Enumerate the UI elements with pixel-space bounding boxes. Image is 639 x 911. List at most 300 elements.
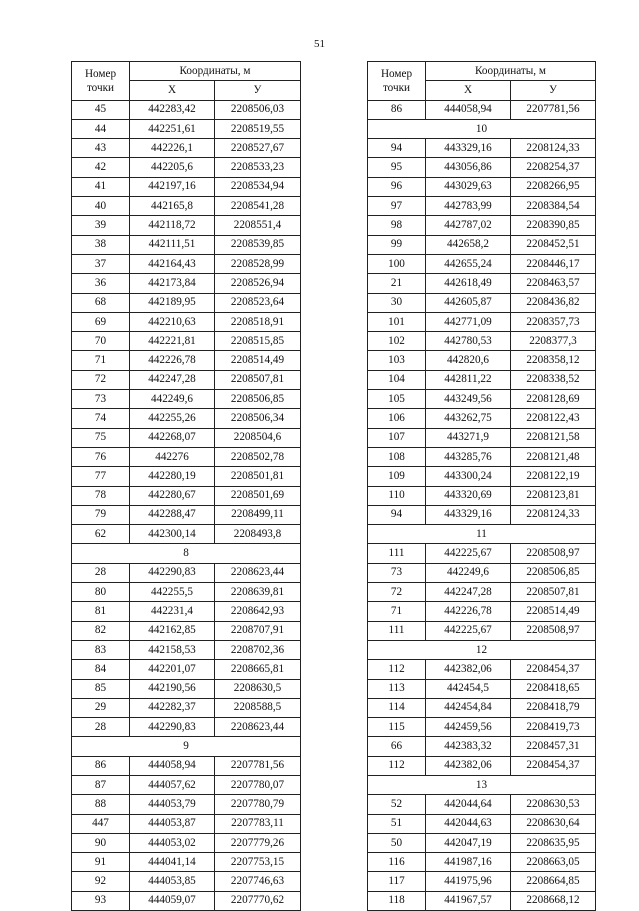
y-coordinate-cell: 2208551,4 xyxy=(215,216,301,235)
x-coordinate-cell: 442247,28 xyxy=(426,583,511,602)
y-coordinate-cell: 2208630,5 xyxy=(215,679,301,698)
section-row xyxy=(368,640,596,659)
table-row xyxy=(368,737,596,756)
x-coordinate-cell: 442210,63 xyxy=(130,312,215,331)
table-row xyxy=(72,139,301,158)
table-row xyxy=(72,428,301,447)
y-coordinate-cell: 2208124,33 xyxy=(511,139,596,158)
table-row xyxy=(368,370,596,389)
table-row xyxy=(72,235,301,254)
point-number-cell: 103 xyxy=(368,351,426,370)
x-coordinate-cell: 442454,84 xyxy=(426,698,511,717)
table-row xyxy=(368,505,596,524)
x-coordinate-cell: 442290,83 xyxy=(130,563,215,582)
table-row xyxy=(72,660,301,679)
x-coordinate-cell: 443285,76 xyxy=(426,447,511,466)
y-coordinate-cell: 2208665,81 xyxy=(215,660,301,679)
table-row xyxy=(368,351,596,370)
section-row xyxy=(368,119,596,138)
x-coordinate-cell: 442382,06 xyxy=(426,756,511,775)
y-coordinate-cell: 2208664,85 xyxy=(511,872,596,891)
table-row xyxy=(72,640,301,659)
point-number-cell: 106 xyxy=(368,409,426,428)
point-number-cell: 21 xyxy=(368,274,426,293)
y-coordinate-cell: 2208502,78 xyxy=(215,447,301,466)
point-number-cell: 87 xyxy=(72,775,130,794)
point-number-cell: 37 xyxy=(72,254,130,273)
header-coordinates: Координаты, м xyxy=(130,62,301,81)
point-number-cell: 81 xyxy=(72,602,130,621)
x-coordinate-cell: 442655,24 xyxy=(426,254,511,273)
table-row xyxy=(368,872,596,891)
x-coordinate-cell: 442201,07 xyxy=(130,660,215,679)
point-number-cell: 70 xyxy=(72,332,130,351)
point-number-cell: 86 xyxy=(72,756,130,775)
header-y: У xyxy=(215,81,301,100)
table-row xyxy=(368,428,596,447)
section-number: 13 xyxy=(368,775,596,794)
y-coordinate-cell: 2208506,34 xyxy=(215,409,301,428)
point-number-cell: 113 xyxy=(368,679,426,698)
point-number-cell: 62 xyxy=(72,525,130,544)
x-coordinate-cell: 443056,86 xyxy=(426,158,511,177)
point-number-cell: 40 xyxy=(72,197,130,216)
point-number-cell: 111 xyxy=(368,621,426,640)
point-number-cell: 107 xyxy=(368,428,426,447)
x-coordinate-cell: 444059,07 xyxy=(130,891,215,910)
section-number: 9 xyxy=(72,737,301,756)
point-number-cell: 88 xyxy=(72,795,130,814)
point-number-cell: 110 xyxy=(368,486,426,505)
point-number-cell: 39 xyxy=(72,216,130,235)
x-coordinate-cell: 442820,6 xyxy=(426,351,511,370)
table-row xyxy=(72,177,301,196)
table-row xyxy=(72,853,301,872)
x-coordinate-cell: 442383,32 xyxy=(426,737,511,756)
x-coordinate-cell: 442189,95 xyxy=(130,293,215,312)
table-row xyxy=(368,409,596,428)
table-row xyxy=(368,312,596,331)
point-number-cell: 94 xyxy=(368,505,426,524)
page-number: 51 xyxy=(314,38,325,50)
point-number-cell: 71 xyxy=(368,602,426,621)
x-coordinate-cell: 442221,81 xyxy=(130,332,215,351)
y-coordinate-cell: 2208504,6 xyxy=(215,428,301,447)
x-coordinate-cell: 442158,53 xyxy=(130,640,215,659)
point-number-cell: 69 xyxy=(72,312,130,331)
y-coordinate-cell: 2208523,64 xyxy=(215,293,301,312)
x-coordinate-cell: 441975,96 xyxy=(426,872,511,891)
table-row xyxy=(72,447,301,466)
point-number-cell: 28 xyxy=(72,718,130,737)
table-row xyxy=(72,467,301,486)
point-number-cell: 101 xyxy=(368,312,426,331)
section-number: 10 xyxy=(368,119,596,138)
header-x: X xyxy=(426,81,511,100)
y-coordinate-cell: 2208527,67 xyxy=(215,139,301,158)
point-number-cell: 82 xyxy=(72,621,130,640)
point-number-cell: 115 xyxy=(368,718,426,737)
x-coordinate-cell: 442459,56 xyxy=(426,718,511,737)
x-coordinate-cell: 443029,63 xyxy=(426,177,511,196)
x-coordinate-cell: 442047,19 xyxy=(426,833,511,852)
table-row xyxy=(368,660,596,679)
x-coordinate-cell: 442044,64 xyxy=(426,795,511,814)
table-row xyxy=(72,505,301,524)
point-number-cell: 83 xyxy=(72,640,130,659)
table-row xyxy=(72,891,301,910)
header-x: X xyxy=(130,81,215,100)
y-coordinate-cell: 2208623,44 xyxy=(215,563,301,582)
point-number-cell: 38 xyxy=(72,235,130,254)
table-row xyxy=(368,544,596,563)
section-row xyxy=(368,775,596,794)
y-coordinate-cell: 2207779,26 xyxy=(215,833,301,852)
table-row xyxy=(368,718,596,737)
x-coordinate-cell: 442276 xyxy=(130,447,215,466)
y-coordinate-cell: 2208707,91 xyxy=(215,621,301,640)
y-coordinate-cell: 2208418,79 xyxy=(511,698,596,717)
table-row xyxy=(72,795,301,814)
section-row xyxy=(368,525,596,544)
table-row xyxy=(368,274,596,293)
y-coordinate-cell: 2208384,54 xyxy=(511,197,596,216)
y-coordinate-cell: 2208499,11 xyxy=(215,505,301,524)
y-coordinate-cell: 2208124,33 xyxy=(511,505,596,524)
x-coordinate-cell: 442268,07 xyxy=(130,428,215,447)
x-coordinate-cell: 443271,9 xyxy=(426,428,511,447)
x-coordinate-cell: 444053,87 xyxy=(130,814,215,833)
table-row xyxy=(368,235,596,254)
table-row xyxy=(368,583,596,602)
x-coordinate-cell: 442255,5 xyxy=(130,583,215,602)
table-row xyxy=(368,197,596,216)
point-number-cell: 99 xyxy=(368,235,426,254)
x-coordinate-cell: 442251,61 xyxy=(130,119,215,138)
y-coordinate-cell: 2208436,82 xyxy=(511,293,596,312)
point-number-cell: 92 xyxy=(72,872,130,891)
table-row xyxy=(72,100,301,119)
x-coordinate-cell: 442658,2 xyxy=(426,235,511,254)
table-row xyxy=(72,525,301,544)
x-coordinate-cell: 442164,43 xyxy=(130,254,215,273)
x-coordinate-cell: 442165,8 xyxy=(130,197,215,216)
point-number-cell: 50 xyxy=(368,833,426,852)
y-coordinate-cell: 2208519,55 xyxy=(215,119,301,138)
x-coordinate-cell: 442118,72 xyxy=(130,216,215,235)
table-row xyxy=(368,853,596,872)
x-coordinate-cell: 442162,85 xyxy=(130,621,215,640)
table-row xyxy=(368,467,596,486)
table-row xyxy=(368,139,596,158)
x-coordinate-cell: 444041,14 xyxy=(130,853,215,872)
y-coordinate-cell: 2208623,44 xyxy=(215,718,301,737)
y-coordinate-cell: 2208358,12 xyxy=(511,351,596,370)
x-coordinate-cell: 442255,26 xyxy=(130,409,215,428)
table-row xyxy=(72,216,301,235)
point-number-cell: 86 xyxy=(368,100,426,119)
point-number-cell: 75 xyxy=(72,428,130,447)
x-coordinate-cell: 443320,69 xyxy=(426,486,511,505)
x-coordinate-cell: 442225,67 xyxy=(426,621,511,640)
point-number-cell: 77 xyxy=(72,467,130,486)
y-coordinate-cell: 2207781,56 xyxy=(215,756,301,775)
y-coordinate-cell: 2208122,43 xyxy=(511,409,596,428)
y-coordinate-cell: 2208507,81 xyxy=(511,583,596,602)
y-coordinate-cell: 2208493,8 xyxy=(215,525,301,544)
point-number-cell: 78 xyxy=(72,486,130,505)
x-coordinate-cell: 444057,62 xyxy=(130,775,215,794)
table-row xyxy=(72,197,301,216)
header-coordinates: Координаты, м xyxy=(426,62,596,81)
section-number: 12 xyxy=(368,640,596,659)
point-number-cell: 72 xyxy=(72,370,130,389)
point-number-cell: 90 xyxy=(72,833,130,852)
table-row xyxy=(72,119,301,138)
x-coordinate-cell: 442811,22 xyxy=(426,370,511,389)
point-number-cell: 79 xyxy=(72,505,130,524)
x-coordinate-cell: 442290,83 xyxy=(130,718,215,737)
point-number-cell: 117 xyxy=(368,872,426,891)
x-coordinate-cell: 442618,49 xyxy=(426,274,511,293)
point-number-cell: 29 xyxy=(72,698,130,717)
x-coordinate-cell: 442173,84 xyxy=(130,274,215,293)
y-coordinate-cell: 2208507,81 xyxy=(215,370,301,389)
x-coordinate-cell: 443249,56 xyxy=(426,390,511,409)
x-coordinate-cell: 442225,67 xyxy=(426,544,511,563)
x-coordinate-cell: 442282,37 xyxy=(130,698,215,717)
point-number-cell: 42 xyxy=(72,158,130,177)
point-number-cell: 95 xyxy=(368,158,426,177)
x-coordinate-cell: 442249,6 xyxy=(426,563,511,582)
x-coordinate-cell: 442605,87 xyxy=(426,293,511,312)
y-coordinate-cell: 2208123,81 xyxy=(511,486,596,505)
x-coordinate-cell: 442454,5 xyxy=(426,679,511,698)
table-row xyxy=(368,621,596,640)
point-number-cell: 104 xyxy=(368,370,426,389)
point-number-cell: 116 xyxy=(368,853,426,872)
point-number-cell: 72 xyxy=(368,583,426,602)
table-row xyxy=(368,698,596,717)
x-coordinate-cell: 442231,4 xyxy=(130,602,215,621)
y-coordinate-cell: 2207770,62 xyxy=(215,891,301,910)
x-coordinate-cell: 442787,02 xyxy=(426,216,511,235)
y-coordinate-cell: 2208514,49 xyxy=(511,602,596,621)
table-row xyxy=(72,621,301,640)
point-number-cell: 51 xyxy=(368,814,426,833)
y-coordinate-cell: 2207783,11 xyxy=(215,814,301,833)
y-coordinate-cell: 2208506,85 xyxy=(215,390,301,409)
table-row xyxy=(368,563,596,582)
y-coordinate-cell: 2208630,53 xyxy=(511,795,596,814)
point-number-cell: 111 xyxy=(368,544,426,563)
y-coordinate-cell: 2208702,36 xyxy=(215,640,301,659)
table-row xyxy=(368,795,596,814)
x-coordinate-cell: 443329,16 xyxy=(426,505,511,524)
x-coordinate-cell: 444058,94 xyxy=(130,756,215,775)
table-row xyxy=(72,274,301,293)
point-number-cell: 100 xyxy=(368,254,426,273)
y-coordinate-cell: 2208668,12 xyxy=(511,891,596,910)
point-number-cell: 98 xyxy=(368,216,426,235)
y-coordinate-cell: 2208463,57 xyxy=(511,274,596,293)
point-number-cell: 112 xyxy=(368,660,426,679)
point-number-cell: 109 xyxy=(368,467,426,486)
x-coordinate-cell: 442044,63 xyxy=(426,814,511,833)
x-coordinate-cell: 442300,14 xyxy=(130,525,215,544)
point-number-cell: 44 xyxy=(72,119,130,138)
point-number-cell: 66 xyxy=(368,737,426,756)
table-row xyxy=(72,814,301,833)
y-coordinate-cell: 2208518,91 xyxy=(215,312,301,331)
table-row xyxy=(72,872,301,891)
y-coordinate-cell: 2208663,05 xyxy=(511,853,596,872)
x-coordinate-cell: 442247,28 xyxy=(130,370,215,389)
table-row xyxy=(368,158,596,177)
x-coordinate-cell: 442197,16 xyxy=(130,177,215,196)
point-number-cell: 74 xyxy=(72,409,130,428)
point-number-cell: 84 xyxy=(72,660,130,679)
y-coordinate-cell: 2208541,28 xyxy=(215,197,301,216)
point-number-cell: 118 xyxy=(368,891,426,910)
y-coordinate-cell: 2208533,23 xyxy=(215,158,301,177)
table-row xyxy=(368,602,596,621)
table-row xyxy=(72,390,301,409)
x-coordinate-cell: 443262,75 xyxy=(426,409,511,428)
point-number-cell: 114 xyxy=(368,698,426,717)
y-coordinate-cell: 2208418,65 xyxy=(511,679,596,698)
point-number-cell: 41 xyxy=(72,177,130,196)
y-coordinate-cell: 2207780,79 xyxy=(215,795,301,814)
header-point-number: Номер точки xyxy=(72,62,130,101)
y-coordinate-cell: 2208514,49 xyxy=(215,351,301,370)
x-coordinate-cell: 444053,02 xyxy=(130,833,215,852)
x-coordinate-cell: 444058,94 xyxy=(426,100,511,119)
point-number-cell: 68 xyxy=(72,293,130,312)
table-row xyxy=(368,254,596,273)
y-coordinate-cell: 2208128,69 xyxy=(511,390,596,409)
section-number: 8 xyxy=(72,544,301,563)
section-row xyxy=(72,544,301,563)
x-coordinate-cell: 442288,47 xyxy=(130,505,215,524)
y-coordinate-cell: 2208508,97 xyxy=(511,544,596,563)
point-number-cell: 93 xyxy=(72,891,130,910)
table-row xyxy=(72,486,301,505)
point-number-cell: 91 xyxy=(72,853,130,872)
point-number-cell: 97 xyxy=(368,197,426,216)
table-row xyxy=(368,177,596,196)
x-coordinate-cell: 442283,42 xyxy=(130,100,215,119)
x-coordinate-cell: 442190,56 xyxy=(130,679,215,698)
point-number-cell: 108 xyxy=(368,447,426,466)
y-coordinate-cell: 2208266,95 xyxy=(511,177,596,196)
x-coordinate-cell: 444053,79 xyxy=(130,795,215,814)
point-number-cell: 71 xyxy=(72,351,130,370)
y-coordinate-cell: 2208501,69 xyxy=(215,486,301,505)
table-row xyxy=(72,756,301,775)
table-row xyxy=(72,293,301,312)
x-coordinate-cell: 441967,57 xyxy=(426,891,511,910)
table-row xyxy=(72,718,301,737)
x-coordinate-cell: 442280,67 xyxy=(130,486,215,505)
y-coordinate-cell: 2208446,17 xyxy=(511,254,596,273)
point-number-cell: 85 xyxy=(72,679,130,698)
point-number-cell: 447 xyxy=(72,814,130,833)
table-row xyxy=(72,158,301,177)
y-coordinate-cell: 2207780,07 xyxy=(215,775,301,794)
y-coordinate-cell: 2208501,81 xyxy=(215,467,301,486)
y-coordinate-cell: 2208457,31 xyxy=(511,737,596,756)
point-number-cell: 96 xyxy=(368,177,426,196)
y-coordinate-cell: 2208454,37 xyxy=(511,756,596,775)
table-row xyxy=(72,312,301,331)
point-number-cell: 36 xyxy=(72,274,130,293)
y-coordinate-cell: 2208639,81 xyxy=(215,583,301,602)
point-number-cell: 43 xyxy=(72,139,130,158)
point-number-cell: 76 xyxy=(72,447,130,466)
x-coordinate-cell: 442226,1 xyxy=(130,139,215,158)
point-number-cell: 105 xyxy=(368,390,426,409)
table-row xyxy=(72,351,301,370)
point-number-cell: 73 xyxy=(368,563,426,582)
y-coordinate-cell: 2208588,5 xyxy=(215,698,301,717)
x-coordinate-cell: 442780,53 xyxy=(426,332,511,351)
y-coordinate-cell: 2208526,94 xyxy=(215,274,301,293)
table-row xyxy=(72,583,301,602)
y-coordinate-cell: 2208454,37 xyxy=(511,660,596,679)
x-coordinate-cell: 442111,51 xyxy=(130,235,215,254)
table-row xyxy=(72,332,301,351)
y-coordinate-cell: 2208390,85 xyxy=(511,216,596,235)
table-row xyxy=(368,814,596,833)
y-coordinate-cell: 2208506,85 xyxy=(511,563,596,582)
y-coordinate-cell: 2208515,85 xyxy=(215,332,301,351)
y-coordinate-cell: 2207781,56 xyxy=(511,100,596,119)
y-coordinate-cell: 2208254,37 xyxy=(511,158,596,177)
x-coordinate-cell: 442226,78 xyxy=(426,602,511,621)
coordinates-table-right xyxy=(367,61,596,911)
table-row xyxy=(368,447,596,466)
table-row xyxy=(72,409,301,428)
point-number-cell: 45 xyxy=(72,100,130,119)
point-number-cell: 28 xyxy=(72,563,130,582)
y-coordinate-cell: 2208630,64 xyxy=(511,814,596,833)
x-coordinate-cell: 443329,16 xyxy=(426,139,511,158)
header-y: У xyxy=(511,81,596,100)
x-coordinate-cell: 443300,24 xyxy=(426,467,511,486)
point-number-cell: 102 xyxy=(368,332,426,351)
y-coordinate-cell: 2208506,03 xyxy=(215,100,301,119)
table-row xyxy=(368,216,596,235)
x-coordinate-cell: 442771,09 xyxy=(426,312,511,331)
point-number-cell: 112 xyxy=(368,756,426,775)
point-number-cell: 80 xyxy=(72,583,130,602)
table-row xyxy=(72,254,301,273)
table-row xyxy=(368,100,596,119)
x-coordinate-cell: 442249,6 xyxy=(130,390,215,409)
y-coordinate-cell: 2208508,97 xyxy=(511,621,596,640)
y-coordinate-cell: 2208121,58 xyxy=(511,428,596,447)
coordinates-table-left xyxy=(71,61,301,911)
point-number-cell: 52 xyxy=(368,795,426,814)
x-coordinate-cell: 442382,06 xyxy=(426,660,511,679)
table-row xyxy=(368,332,596,351)
x-coordinate-cell: 442280,19 xyxy=(130,467,215,486)
y-coordinate-cell: 2208452,51 xyxy=(511,235,596,254)
x-coordinate-cell: 444053,85 xyxy=(130,872,215,891)
x-coordinate-cell: 442783,99 xyxy=(426,197,511,216)
point-number-cell: 30 xyxy=(368,293,426,312)
